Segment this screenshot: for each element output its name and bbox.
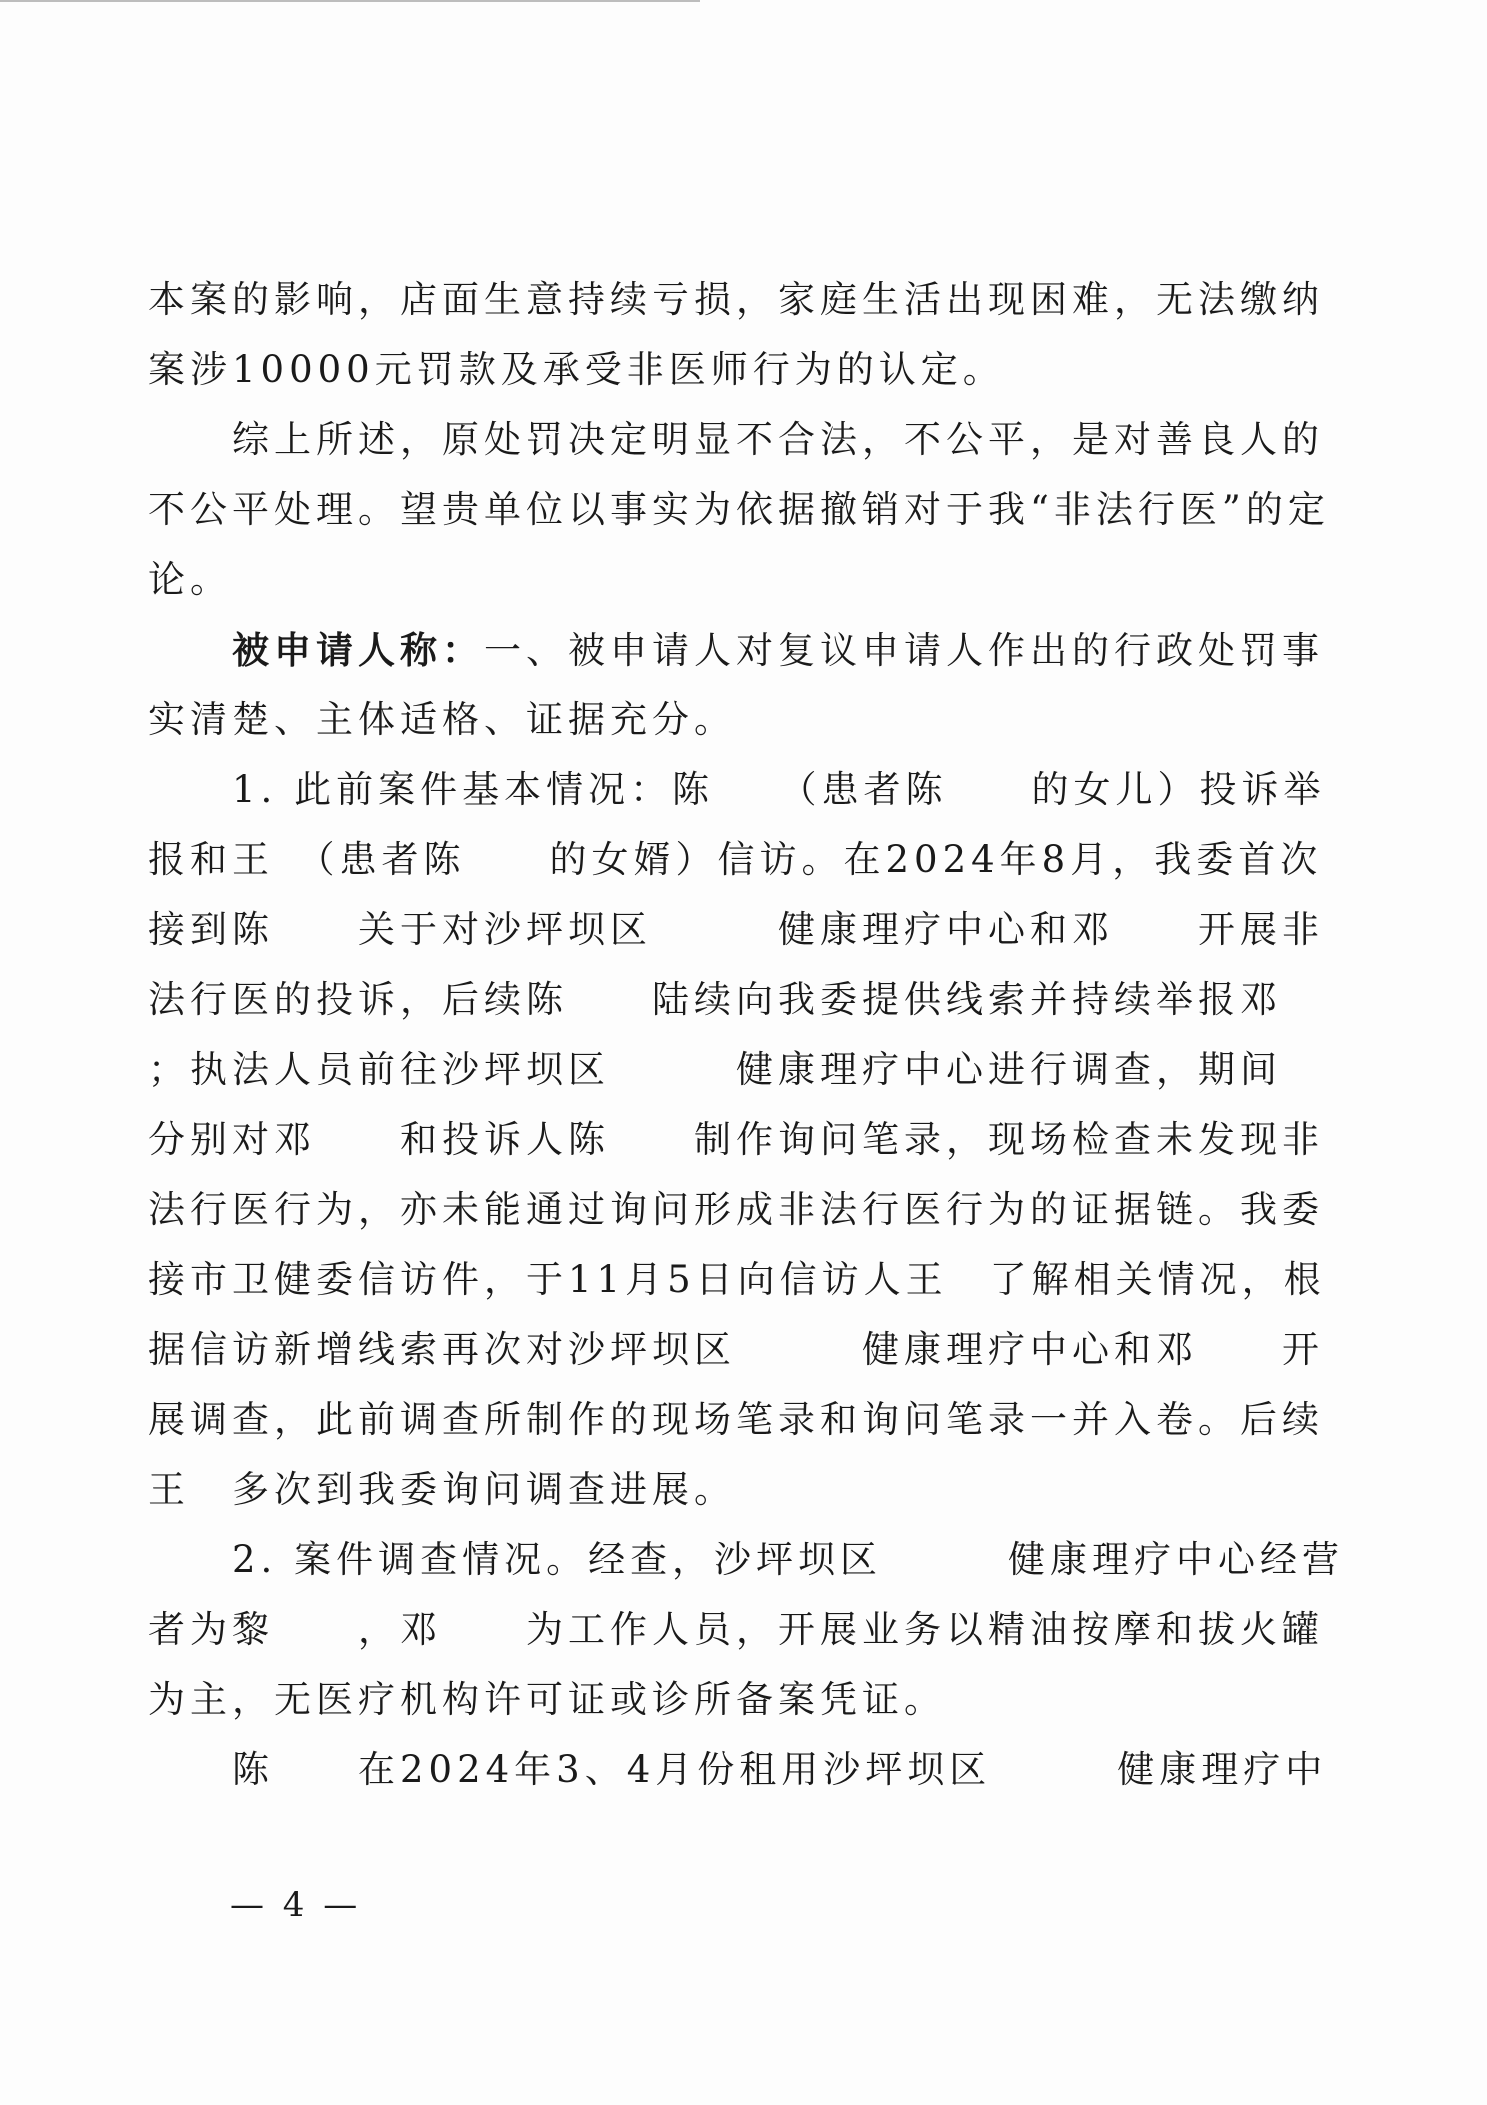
text-line: 不公平处理。望贵单位以事实为依据撤销对于我“非法行医”的定 xyxy=(148,488,1330,531)
text-line: 接市卫健委信访件，于11月5日向信访人王 了解相关情况，根 xyxy=(148,1258,1326,1301)
text-line: 2. 案件调查情况。经查，沙坪坝区 健康理疗中心经营 xyxy=(232,1538,1345,1581)
text-line: 实清楚、主体适格、证据充分。 xyxy=(148,698,736,741)
text-line: 陈 在2024年3、4月份租用沙坪坝区 健康理疗中 xyxy=(232,1748,1328,1791)
text-line: 本案的影响，店面生意持续亏损，家庭生活出现困难，无法缴纳 xyxy=(148,278,1324,321)
text-line: 王 多次到我委询问调查进展。 xyxy=(148,1468,736,1511)
text-line: 论。 xyxy=(148,558,232,601)
scan-edge-line xyxy=(0,0,700,2)
document-body xyxy=(148,265,1345,1805)
text-line: 分别对邓 和投诉人陈 制作询问笔录，现场检查未发现非 xyxy=(148,1118,1324,1161)
respondent-paragraph-line xyxy=(148,615,1324,685)
text-line: 报和王 （患者陈 的女婿）信访。在2024年8月，我委首次 xyxy=(148,838,1323,881)
text-line: 1. 此前案件基本情况：陈 （患者陈 的女儿）投诉举 xyxy=(232,768,1326,811)
text-line: 为主，无医疗机构许可证或诊所备案凭证。 xyxy=(148,1678,946,1721)
text-line: 接到陈 关于对沙坪坝区 健康理疗中心和邓 开展非 xyxy=(148,908,1324,951)
text-line: 一、被申请人对复议申请人作出的行政处罚事 xyxy=(484,629,1324,672)
text-line: ；执法人员前往沙坪坝区 健康理疗中心进行调查，期间 xyxy=(148,1048,1282,1091)
page-number: — 4 — xyxy=(230,1885,362,1925)
text-line: 者为黎 ，邓 为工作人员，开展业务以精油按摩和拔火罐 xyxy=(148,1608,1324,1651)
text-line: 综上所述，原处罚决定明显不合法，不公平，是对善良人的 xyxy=(232,418,1324,461)
text-line: 案涉10000元罚款及承受非医师行为的认定。 xyxy=(148,348,1005,391)
text-line: 展调查，此前调查所制作的现场笔录和询问笔录一并入卷。后续 xyxy=(148,1398,1324,1441)
text-line: 法行医行为，亦未能通过询问形成非法行医行为的证据链。我委 xyxy=(148,1188,1324,1231)
text-line: 法行医的投诉，后续陈 陆续向我委提供线索并持续举报邓 xyxy=(148,978,1282,1021)
text-line: 据信访新增线索再次对沙坪坝区 健康理疗中心和邓 开 xyxy=(148,1328,1324,1371)
respondent-label: 被申请人称： xyxy=(232,628,484,672)
